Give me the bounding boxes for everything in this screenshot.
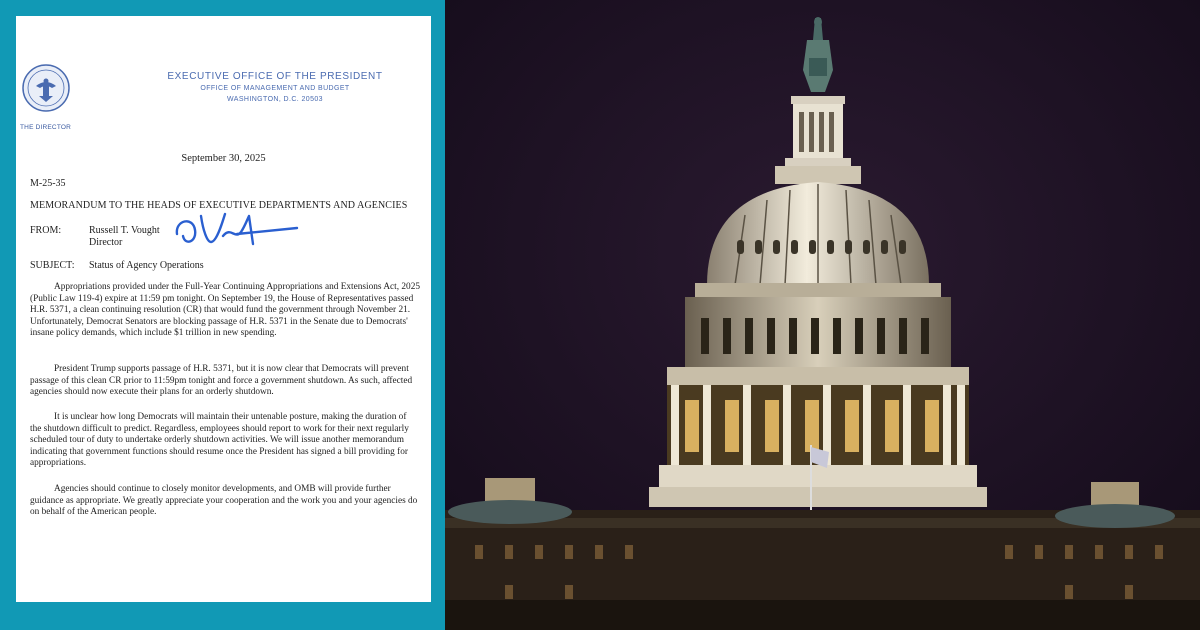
memo-paragraph-4: Agencies should continue to closely monitor developments, and OMB will provide further guidance as appropriate. We greatly appreciate your cooperation and the work you and your agencies do on behalf of the American people. <box>30 484 418 518</box>
subject-value: Status of Agency Operations <box>89 260 204 271</box>
letterhead-line-1: EXECUTIVE OFFICE OF THE PRESIDENT <box>167 71 383 82</box>
memo-title: MEMORANDUM TO THE HEADS OF EXECUTIVE DEPARTMENTS AND AGENCIES <box>30 200 408 211</box>
memo-number: M-25-35 <box>30 178 66 189</box>
capitol-night-photo <box>445 0 1200 630</box>
peristyle-cornice <box>667 367 969 385</box>
dome-base <box>649 487 987 507</box>
dome-balustrade <box>695 283 941 297</box>
memo-document <box>16 16 431 602</box>
from-name: Russell T. Vought <box>89 225 160 236</box>
from-title: Director <box>89 237 123 248</box>
letterhead <box>130 70 420 105</box>
drum-base <box>659 465 977 487</box>
memo-paragraph-1: Appropriations provided under the Full-Year Continuing Appropriations and Extensions Act, 2025 (Public Law 119-4) expire at 11:59 pm tonight. On September 19, the House of Representatives passed H.R. 5371, a clean continuing resolution (CR) that would fund the government through November 21. Unfortunately, Democrat Senators are blocking passage of H.R. 5371 in the Senate due to Democrats' insane policy demands, which include $1 trillion in new spending. <box>30 282 420 339</box>
capitol-illustration <box>445 0 1200 630</box>
from-block <box>89 225 160 249</box>
foreground-shadow <box>445 600 1200 630</box>
omb-seal-icon <box>22 64 70 112</box>
from-label: FROM: <box>30 225 62 236</box>
subject-label: SUBJECT: <box>30 260 75 271</box>
director-label: THE DIRECTOR <box>20 124 72 131</box>
signature-image <box>171 206 301 254</box>
memo-paragraph-3: It is unclear how long Democrats will maintain their untenable posture, making the duration of the shutdown difficult to predict. Regardless, employees should report to work for their next regularly scheduled tour of duty to undertake orderly shutdown activities. We will issue another memorandum indicating that government functions should resume once the President has signed a bill providing for appropriations. <box>30 412 409 469</box>
letterhead-line-3: WASHINGTON, D.C. 20503 <box>227 96 323 103</box>
letterhead-line-2: OFFICE OF MANAGEMENT AND BUDGET <box>200 85 350 92</box>
memo-paragraph-2: President Trump supports passage of H.R. 5371, but it is now clear that Democrats will prevent passage of this clean CR prior to 11:59pm tonight and force a government shutdown. As such, affected agencies should now execute their plans for an orderly shutdown. <box>30 364 413 398</box>
memo-date: September 30, 2025 <box>181 153 266 164</box>
